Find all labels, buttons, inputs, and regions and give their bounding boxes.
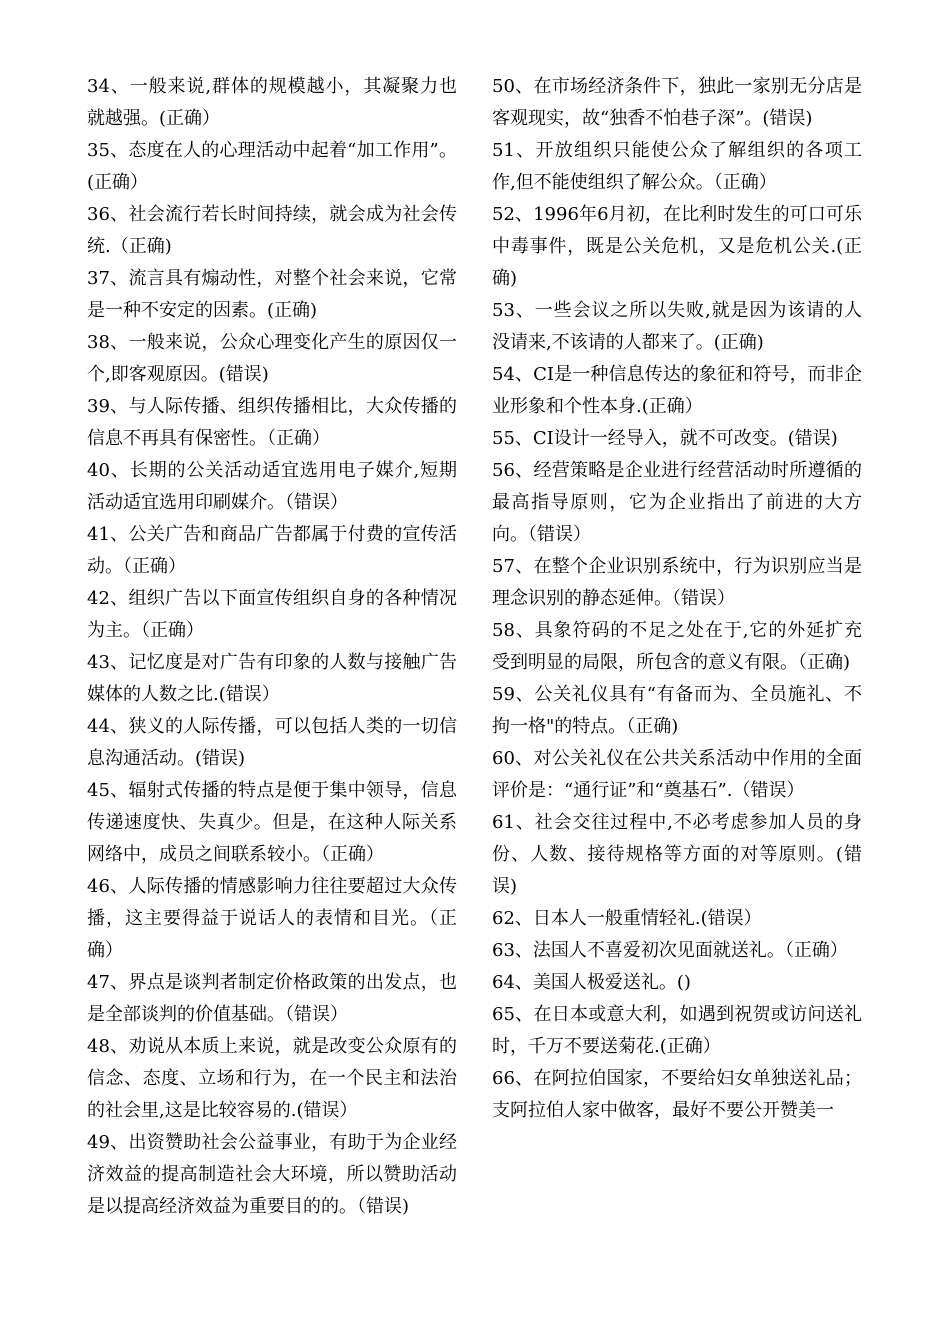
question-42: 42、组织广告以下面宣传组织自身的各种情况为主。（正确） — [87, 588, 457, 641]
question-54: 54、CI是一种信息传达的象征和符号，而非企业形象和个性本身.(正确） — [492, 364, 862, 417]
question-57: 57、在整个企业识别系统中，行为识别应当是理念识别的静态延伸。（错误） — [492, 556, 862, 609]
question-34: 34、一般来说,群体的规模越小，其凝聚力也就越强。(正确） — [87, 76, 457, 129]
question-46: 46、人际传播的情感影响力往往要超过大众传播，这主要得益于说话人的表情和目光。（正确） — [87, 876, 457, 961]
question-52: 52、1996年6月初，在比利时发生的可口可乐中毒事件，既是公关危机，又是危机公关.(正确) — [492, 204, 862, 289]
question-40: 40、长期的公关活动适宜选用电子媒介,短期活动适宜选用印刷媒介。（错误） — [87, 460, 457, 513]
question-47: 47、界点是谈判者制定价格政策的出发点，也是全部谈判的价值基础。（错误） — [87, 972, 457, 1025]
question-51: 51、开放组织只能使公众了解组织的各项工作,但不能使组织了解公众。（正确） — [492, 140, 862, 193]
question-37: 37、流言具有煽动性，对整个社会来说，它常是一种不安定的因素。(正确) — [87, 268, 457, 321]
question-56: 56、经营策略是企业进行经营活动时所遵循的最高指导原则，它为企业指出了前进的大方向。（错误） — [492, 460, 862, 545]
question-61: 61、社会交往过程中,不必考虑参加人员的身份、人数、接待规格等方面的对等原则。(错误) — [492, 812, 862, 897]
question-62: 62、日本人一般重情轻礼.(错误） — [492, 908, 762, 929]
question-50: 50、在市场经济条件下，独此一家别无分店是客观现实，故“独香不怕巷子深”。(错误) — [492, 76, 862, 129]
question-43: 43、记忆度是对广告有印象的人数与接触广告媒体的人数之比.(错误） — [87, 652, 457, 705]
question-44: 44、狭义的人际传播，可以包括人类的一切信息沟通活动。(错误) — [87, 716, 457, 769]
question-53: 53、一些会议之所以失败,就是因为该请的人没请来,不该请的人都来了。(正确) — [492, 300, 862, 353]
question-65: 65、在日本或意大利，如遇到祝贺或访问送礼时，千万不要送菊花.(正确） — [492, 1004, 862, 1057]
left-column — [87, 71, 457, 1223]
right-column — [492, 71, 862, 1127]
question-41: 41、公关广告和商品广告都属于付费的宣传活动。（正确） — [87, 524, 457, 577]
question-49: 49、出资赞助社会公益事业，有助于为企业经济效益的提高制造社会大环境，所以赞助活动是以提高经济效益为重要目的的。（错误) — [87, 1132, 457, 1217]
question-66: 66、在阿拉伯国家，不要给妇女单独送礼品；支阿拉伯人家中做客，最好不要公开赞美一 — [492, 1068, 862, 1121]
question-60: 60、对公关礼仪在公共关系活动中作用的全面评价是：“通行证”和“奠基石”.（错误） — [492, 748, 862, 801]
question-35: 35、态度在人的心理活动中起着“加工作用”。(正确） — [87, 140, 457, 193]
question-64: 64、美国人极爱送礼。() — [492, 972, 691, 993]
question-55: 55、CI设计一经导入，就不可改变。(错误) — [492, 428, 838, 449]
question-45: 45、辐射式传播的特点是便于集中领导，信息传递速度快、失真少。但是，在这种人际关系网络中，成员之间联系较小。（正确） — [87, 780, 457, 865]
question-48: 48、劝说从本质上来说，就是改变公众原有的信念、态度、立场和行为，在一个民主和法治的社会里,这是比较容易的.(错误） — [87, 1036, 457, 1121]
question-58: 58、具象符码的不足之处在于,它的外延扩充受到明显的局限，所包含的意义有限。（正确) — [492, 620, 862, 673]
question-38: 38、一般来说，公众心理变化产生的原因仅一个,即客观原因。(错误) — [87, 332, 457, 385]
question-63: 63、法国人不喜爱初次见面就送礼。（正确） — [492, 940, 848, 961]
question-36: 36、社会流行若长时间持续，就会成为社会传统.（正确) — [87, 204, 457, 257]
question-59: 59、公关礼仪具有“有备而为、全员施礼、不拘一格"的特点。（正确) — [492, 684, 862, 737]
question-39: 39、与人际传播、组织传播相比，大众传播的信息不再具有保密性。（正确） — [87, 396, 457, 449]
